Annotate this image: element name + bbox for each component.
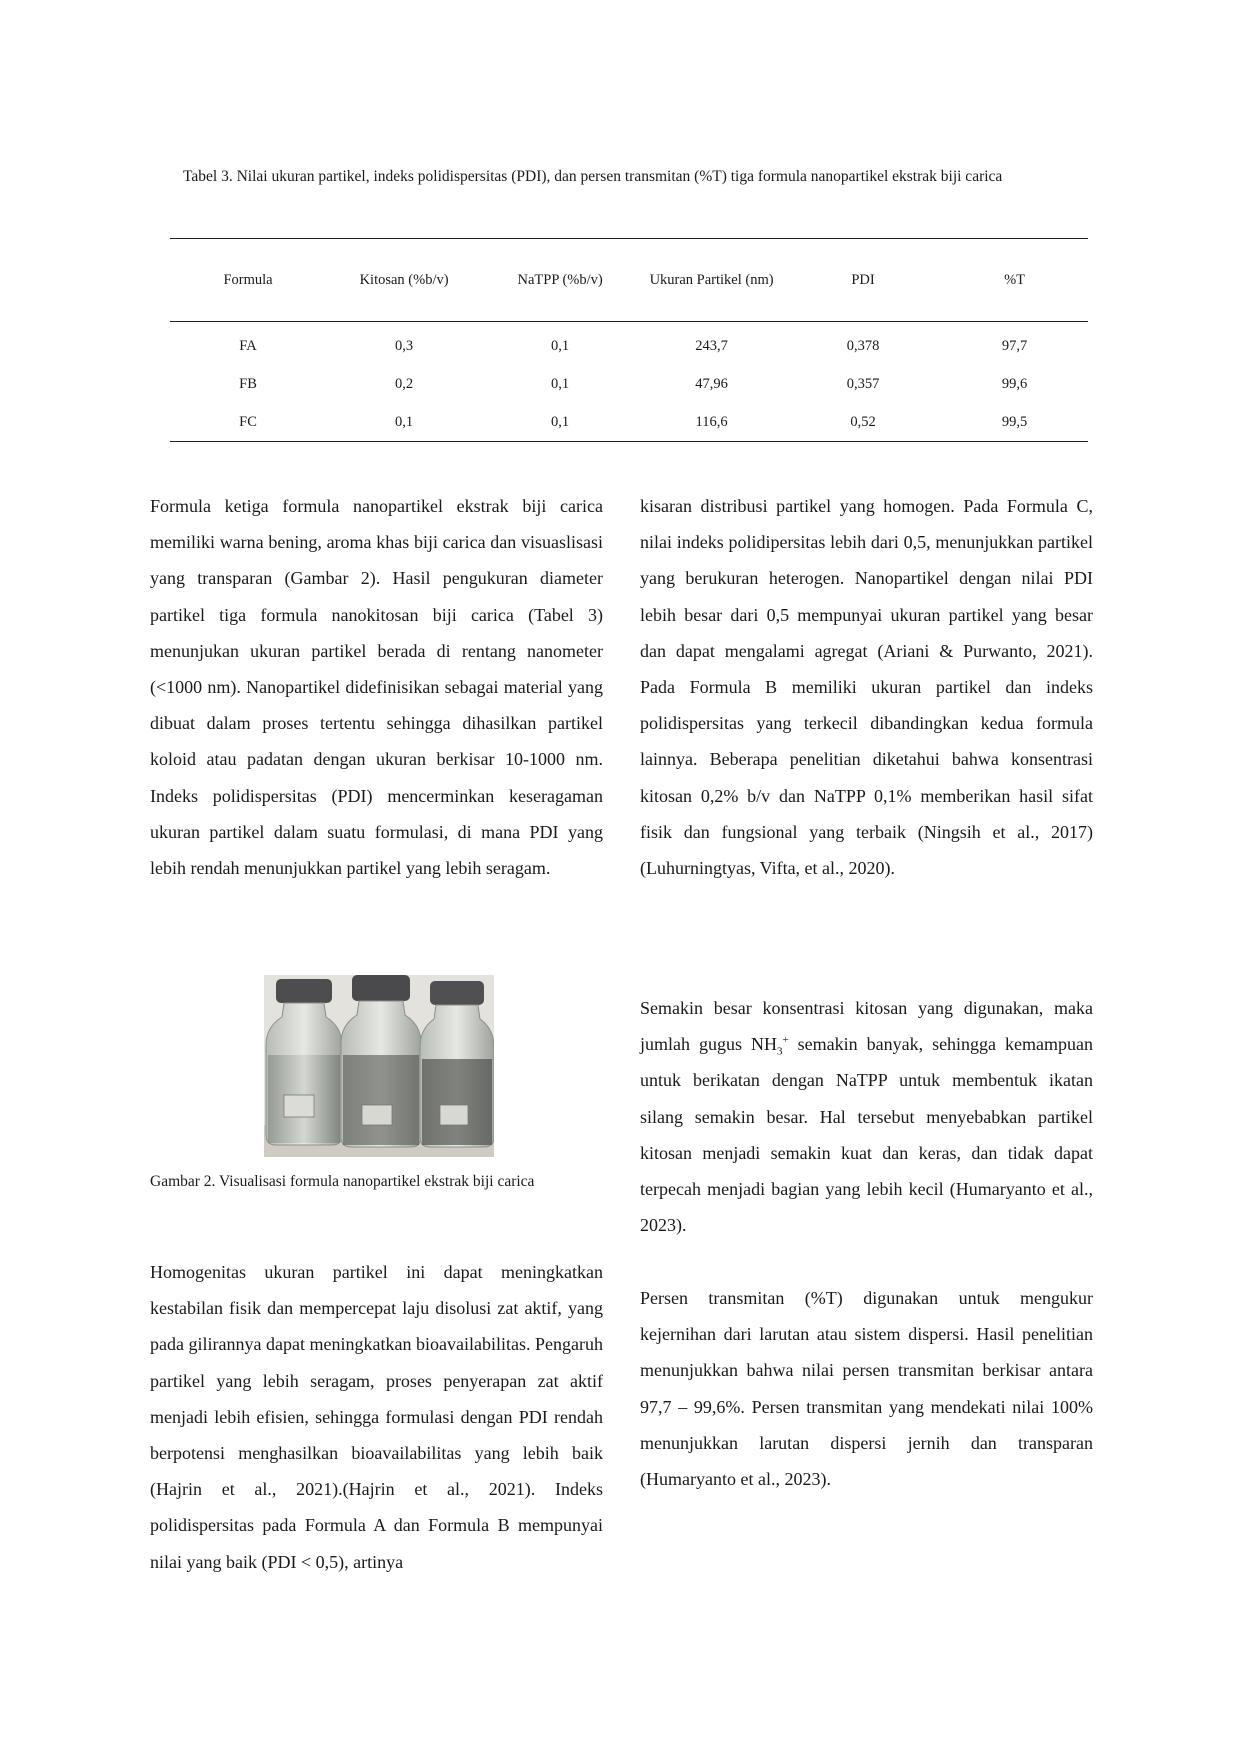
paragraph: kisaran distribusi partikel yang homogen. Pada Formula C, nilai indeks polidipersitas lebih dari 0,5, menunjukkan partikel yang berukuran heterogen. Nanopartikel dengan nilai PDI lebih besar dari 0,5 mempunyai ukuran partikel yang besar dan dapat mengalami agregat (Ariani & Purwanto, 2021). Pada Formula B memiliki ukuran partikel dan indeks polidispersitas yang terkecil dibandingkan kedua formula lainnya. Beberapa penelitian diketahui bahwa konsentrasi kitosan 0,2% b/v dan NaTPP 0,1% memberikan hasil sifat fisik dan fungsional yang terbaik (Ningsih et al., 2017) (Luhurningtyas, Vifta, et al., 2020). [640, 496, 1093, 879]
table-caption: Tabel 3. Nilai ukuran partikel, indeks polidispersitas (PDI), dan persen transmitan (%T) tiga formula nanopartikel ekstrak biji carica [183, 168, 1003, 185]
table-cell: 99,6 [1001, 375, 1028, 392]
paragraph: Persen transmitan (%T) digunakan untuk mengukur kejernihan dari larutan atau sistem dispersi. Hasil penelitian menunjukkan bahwa nilai persen transmitan berkisar antara 97,7 – 99,6%. Persen transmitan yang mendekati nilai 100% menunjukkan larutan dispersi jernih dan transparan (Humaryanto et al., 2023). [640, 1288, 1093, 1490]
right-column-paragraph-3 [640, 1280, 1093, 1497]
table-cell: FA [239, 337, 257, 354]
table-header-row [170, 239, 1088, 322]
table-cell: 0,3 [395, 337, 414, 354]
table-cell: 97,7 [1001, 337, 1028, 354]
table-cell: 0,378 [846, 337, 880, 354]
header-kitosan: Kitosan (%b/v) [359, 271, 449, 288]
left-column-paragraph-2 [150, 1254, 603, 1580]
table-row [170, 403, 1088, 442]
table-cell: 116,6 [695, 413, 728, 430]
table-row [170, 322, 1088, 366]
header-pdi: PDI [851, 271, 875, 288]
header-formula: Formula [223, 271, 273, 288]
table-cell: 99,5 [1001, 413, 1028, 430]
table-cell: 47,96 [695, 375, 728, 392]
results-table [170, 238, 1088, 442]
bottles-illustration [264, 975, 494, 1157]
right-column-paragraph-1 [640, 488, 1093, 886]
header-ukuran-partikel: Ukuran Partikel (nm) [649, 271, 774, 288]
table-cell: 0,1 [551, 413, 570, 430]
paragraph: Homogenitas ukuran partikel ini dapat meningkatkan kestabilan fisik dan mempercepat laju disolusi zat aktif, yang pada gilirannya dapat meningkatkan bioavailabilitas. Pengaruh partikel yang lebih seragam, proses penyerapan zat aktif menjadi lebih efisien, sehingga formulasi dengan PDI rendah berpotensi menghasilkan bioavailabilitas yang lebih baik (Hajrin et al., 2021).(Hajrin et al., 2021). Indeks polidispersitas pada Formula A dan Formula B mempunyai nilai yang baik (PDI < 0,5), artinya [150, 1262, 603, 1572]
table-cell: FB [239, 375, 257, 392]
table-row [170, 365, 1088, 403]
text-span: semakin banyak, sehingga kemampuan untuk berikatan dengan NaTPP untuk membentuk ikatan silang semakin besar. Hal tersebut menyebabkan partikel kitosan menjadi semakin kuat dan keras, dan tidak dapat terpecah menjadi bagian yang lebih kecil (Humaryanto et al., 2023). [640, 1034, 1093, 1236]
table-cell: 243,7 [695, 337, 728, 354]
header-natpp: NaTPP (%b/v) [517, 271, 603, 288]
table-cell: 0,1 [551, 337, 570, 354]
table-cell: FC [239, 413, 257, 430]
table-cell: 0,1 [551, 375, 570, 392]
text-span: Semakin besar konsentrasi kitosan yang digunakan, maka jumlah gugus NH [640, 998, 1093, 1055]
table-cell: 0,52 [850, 413, 876, 430]
right-column-paragraph-2 [640, 990, 1093, 1243]
left-column-paragraph-1 [150, 488, 603, 886]
results-table-container [170, 238, 1088, 442]
subscript: 3 [776, 1045, 783, 1058]
paragraph: Formula ketiga formula nanopartikel ekstrak biji carica memiliki warna bening, aroma khas biji carica dan visuaslisasi yang transparan (Gambar 2). Hasil pengukuran diameter partikel tiga formula nanokitosan biji carica (Tabel 3) menunjukan ukuran partikel berada di rentang nanometer (<1000 nm). Nanopartikel didefinisikan sebagai material yang dibuat dalam proses tertentu sehingga dihasilkan partikel koloid atau padatan dengan ukuran berkisar 10-1000 nm. Indeks polidispersitas (PDI) mencerminkan keseragaman ukuran partikel dalam suatu formulasi, di mana PDI yang lebih rendah menunjukkan partikel yang lebih seragam. [150, 496, 603, 879]
table-cell: 0,2 [395, 375, 414, 392]
superscript: + [782, 1034, 789, 1047]
table-cell: 0,357 [846, 375, 880, 392]
header-transmitan: %T [1004, 271, 1025, 288]
table-cell: 0,1 [395, 413, 414, 430]
figure-bottles-photo [264, 975, 494, 1157]
paragraph [640, 990, 1093, 1243]
figure-caption: Gambar 2. Visualisasi formula nanopartikel ekstrak biji carica [150, 1173, 535, 1190]
